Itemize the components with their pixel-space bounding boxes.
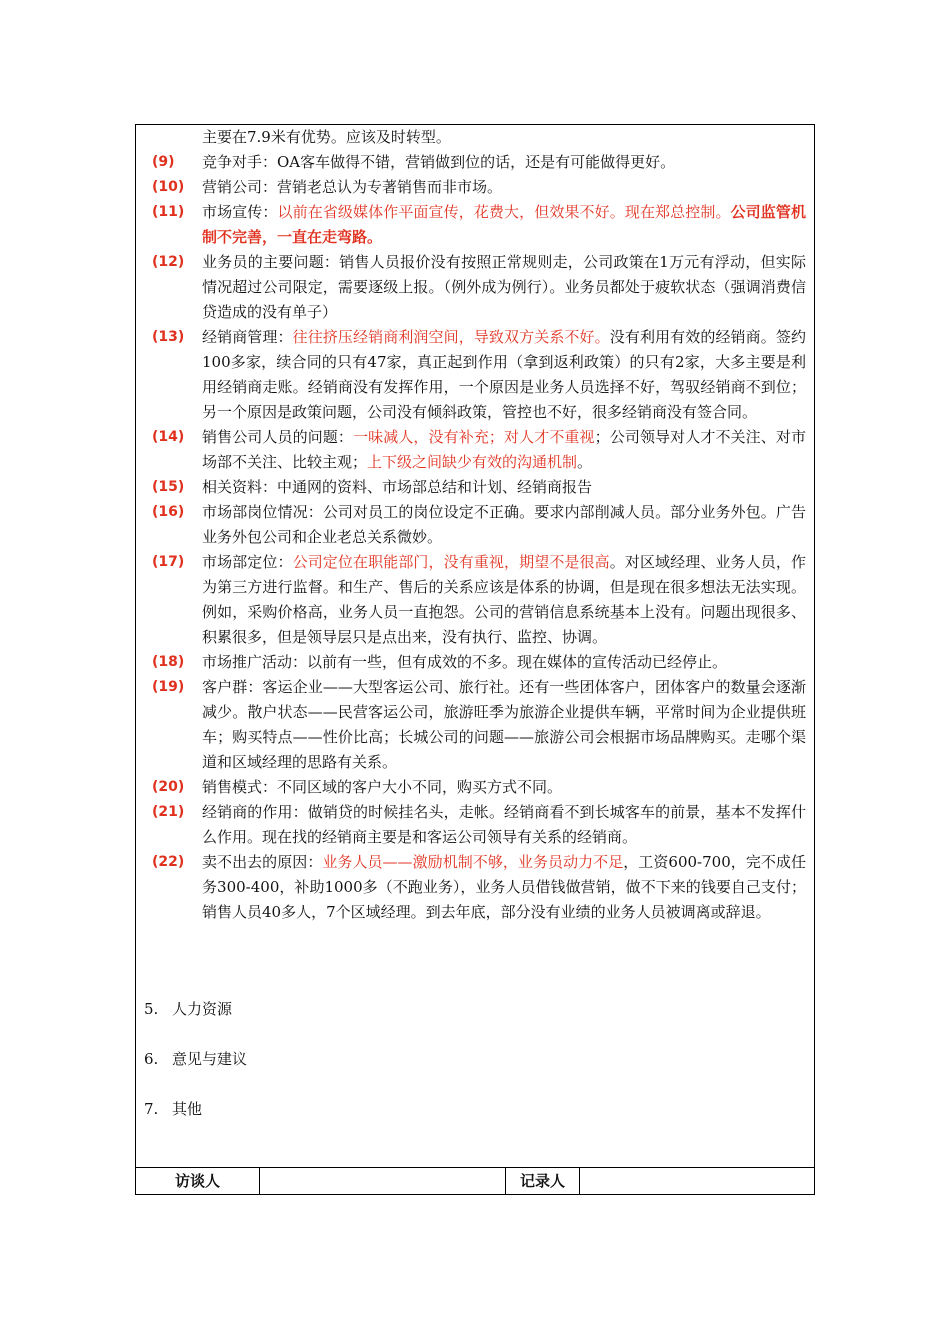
item-text [202, 325, 806, 425]
item-text [202, 250, 806, 325]
list-item [136, 250, 814, 325]
text-segment: 客户群：客运企业——大型客运公司、旅行社。还有一些团体客户，团体客户的数量会逐渐减少。散户状态——民营客运公司，旅游旺季为旅游企业提供车辆，平常时间为企业提供班车；购买特点——性价比高；长城公司的问题——旅游公司会根据市场品牌购买。走哪个渠道和区域经理的思路有关系。 [202, 678, 806, 771]
signature-row [136, 1167, 814, 1194]
text-segment: 市场宣传： [202, 203, 278, 221]
item-text [202, 150, 806, 175]
section-label: 其他 [172, 1100, 203, 1118]
item-number: (18) [152, 654, 185, 670]
text-segment: 。 [577, 453, 593, 471]
item-text [202, 200, 806, 250]
list-item [136, 325, 814, 425]
item-text [202, 500, 806, 550]
section-number: 6. [144, 1050, 159, 1068]
item-text [202, 850, 806, 925]
item-text [202, 650, 806, 675]
item-number: (14) [152, 429, 185, 445]
item-number: (10) [152, 179, 185, 195]
recorder-label: 记录人 [506, 1168, 580, 1194]
section-other [144, 1097, 202, 1122]
interviewer-value[interactable] [260, 1168, 506, 1194]
item-number: (19) [152, 679, 185, 695]
numbered-items [136, 150, 814, 925]
text-segment: 竞争对手：OA客车做得不错，营销做到位的话，还是有可能做得更好。 [202, 153, 676, 171]
text-segment: 销售模式：不同区域的客户大小不同，购买方式不同。 [202, 778, 563, 796]
text-segment: 市场推广活动：以前有一些，但有成效的不多。现在媒体的宣传活动已经停止。 [202, 653, 728, 671]
findings-list [136, 125, 814, 925]
text-segment: 经销商的作用：做销贷的时候挂名头，走帐。经销商看不到长城客车的前景，基本不发挥什么作用。现在找的经销商主要是和客运公司领导有关系的经销商。 [202, 803, 806, 846]
section-human-resources [144, 997, 232, 1022]
list-item [136, 175, 814, 200]
item-text [202, 675, 806, 775]
highlight-segment: 公司定位在职能部门，没有重视，期望不是很高 [292, 553, 610, 571]
text-segment: 没有利用有效的经销商。签约100多家，续合同的只有47家，真正起到作用（拿到返利政策）的只有2家，大多主要是利用经销商走账。经销商没有发挥作用，一个原因是业务人员选择不好，驾驭经销商不到位；另一个原因是政策问题，公司没有倾斜政策，管控也不好，很多经销商没有签合同。 [202, 328, 806, 421]
item-number: (12) [152, 254, 185, 270]
text-segment: 业务员的主要问题：销售人员报价没有按照正常规则走，公司政策在1万元有浮动，但实际情况超过公司限定，需要逐级上报。（例外成为例行）。业务员都处于疲软状态（强调消费信贷造成的没有单子） [202, 253, 806, 321]
list-item [136, 150, 814, 175]
text-segment: 相关资料：中通网的资料、市场部总结和计划、经销商报告 [202, 478, 593, 496]
text-segment: ，工资600-700，完不成任务300-400，补助1000多（不跑业务），业务人员借钱做营销，做不下来的钱要自己支付；销售人员40多人，7个区域经理。到去年底，部分没有业绩的业务人员被调离或辞退。 [202, 853, 806, 921]
item-text [202, 475, 806, 500]
item-number: (22) [152, 854, 185, 870]
text-segment: ；公司领导对人才不关注、对市场部不关注、比较主观； [202, 428, 806, 471]
item-text [202, 175, 806, 200]
item-text [202, 550, 806, 650]
text-segment: 销售公司人员的问题： [202, 428, 354, 446]
list-item [136, 425, 814, 475]
item-number: (21) [152, 804, 185, 820]
list-item [136, 800, 814, 850]
highlight-segment: 以前在省级媒体作平面宣传，花费大，但效果不好。现在郑总控制。 [277, 203, 731, 221]
highlight-segment: 公司监管机制不完善，一直在走弯路。 [202, 203, 806, 246]
section-number: 5. [144, 1000, 159, 1018]
item-text [202, 775, 806, 800]
item-number: (13) [152, 329, 185, 345]
text-segment: 市场部岗位情况：公司对员工的岗位设定不正确。要求内部削减人员。部分业务外包。广告业务外包公司和企业老总关系微妙。 [202, 503, 806, 546]
list-item [136, 775, 814, 800]
list-item [136, 650, 814, 675]
item-number: (17) [152, 554, 185, 570]
list-item [136, 675, 814, 775]
list-item [136, 475, 814, 500]
text-segment: 营销公司：营销老总认为专著销售而非市场。 [202, 178, 503, 196]
interviewer-label: 访谈人 [136, 1168, 260, 1194]
text-segment: 市场部定位： [202, 553, 293, 571]
item-number: (15) [152, 479, 185, 495]
continuation-text: 主要在7.9米有优势。应该及时转型。 [202, 128, 451, 146]
text-segment: 。对区域经理、业务人员，作为第三方进行监督。和生产、售后的关系应该是体系的协调，但是现在很多想法无法实现。例如，采购价格高，业务人员一直抱怨。公司的营销信息系统基本上没有。问题出现很多、积累很多，但是领导层只是点出来，没有执行、监控、协调。 [202, 553, 806, 646]
highlight-segment: 上下级之间缺少有效的沟通机制 [367, 453, 578, 471]
section-label: 意见与建议 [172, 1050, 248, 1068]
list-item [136, 500, 814, 550]
section-label: 人力资源 [172, 1000, 233, 1018]
section-opinions [144, 1047, 247, 1072]
text-segment: 经销商管理： [202, 328, 293, 346]
recorder-value[interactable] [580, 1168, 814, 1194]
list-item [136, 200, 814, 250]
list-item [136, 850, 814, 925]
highlight-segment: 业务人员——激励机制不够，业务员动力不足 [322, 853, 624, 871]
list-item [136, 550, 814, 650]
highlight-segment: 一味减人，没有补充；对人才不重视 [353, 428, 595, 446]
interview-record-table [135, 124, 815, 1195]
item-text [202, 800, 806, 850]
text-segment: 卖不出去的原因： [202, 853, 323, 871]
item-number: (11) [152, 204, 185, 220]
item-number: (16) [152, 504, 185, 520]
highlight-segment: 往往挤压经销商利润空间，导致双方关系不好。 [292, 328, 610, 346]
item-text [202, 425, 806, 475]
item-number: (20) [152, 779, 185, 795]
section-number: 7. [144, 1100, 159, 1118]
continuation-line [136, 125, 814, 150]
item-number: (9) [152, 154, 175, 170]
